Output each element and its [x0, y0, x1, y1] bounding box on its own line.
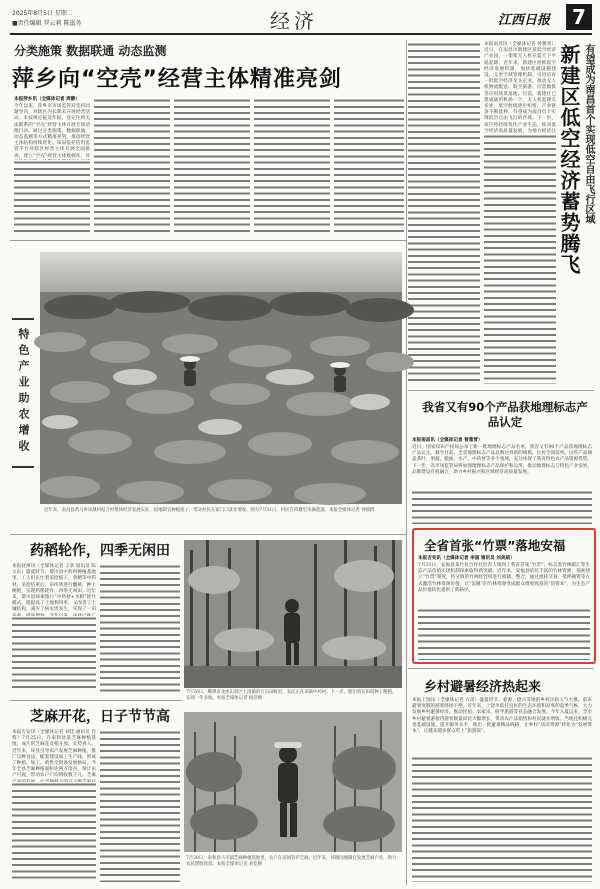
article-herb-text-col-1: [12, 616, 96, 692]
article-main-text-col-4: [254, 98, 330, 236]
article-herb-text-col-2: [100, 564, 180, 692]
article-summer-headline: 乡村避暑经济热起来: [424, 680, 542, 695]
feature-column-label-text: 特色产业助农增收: [17, 328, 30, 456]
herb-field-photo: [184, 540, 402, 688]
article-main-kicker: 分类施策 数据联通 动态监测: [14, 44, 167, 58]
article-ticket-headline: 全省首张“竹票”落地安福: [424, 538, 566, 553]
side-article-text-col-1: [408, 92, 480, 384]
side-article-headline: 新建区低空经济蓄势腾飞: [557, 44, 581, 275]
article-main-text-col-2: [94, 98, 170, 236]
divider-horizontal-2: [10, 534, 406, 535]
article-ticket-body: 7月31日，安福县某竹业合作社负责人领到了我省首张“竹票”，标志着竹林碳汇等生态产品价值实现机制探索取得新突破。近年来，安福县依托丰富的竹林资源，探索建立“竹票”制度，将分散的竹林经营权进行收储、整合，通过流转交易、抵押融资等方式激活竹林资源价值，让“沉睡”的竹林资源变成群众增收致富的“活资本”，为生态产品价值转化提供了新路径。: [418, 563, 590, 593]
masthead: [0, 0, 600, 36]
sesame-photo-graphic: [184, 712, 402, 852]
divider-vertical-1: [406, 40, 407, 885]
side-article-text-col-2: [484, 134, 556, 384]
article-ticket-highlight-box: [412, 528, 596, 664]
article-main-text-col-1: [14, 160, 90, 236]
article-geo-body: 近日，国家知识产权局公布了新一批地理标志产品名单，我省又有90个产品获地理标志产品认定。截至目前，全省地理标志产品总数达到新的规模，位居全国前列。这些产品涵盖茶叶、果蔬、粮油、水产、中药材等多个领域，充分体现了我省特色农产品资源优势。下一步，省市场监管局将加强地理标志产品保护和运用，推动地理标志与特色产业发展、品牌建设有机融合，助力乡村振兴和区域经济高质量发展。: [412, 445, 592, 475]
article-herb-headline: 药稻轮作，四季无闲田: [30, 543, 170, 559]
sesame-field-photo: [184, 712, 402, 852]
article-main-byline: 本报萍乡讯（全媒体记者 周静）: [14, 97, 80, 102]
article-geo-text-extra: [412, 490, 592, 524]
article-summer-body: 本报上饶讯（全媒体记者 方清）盛夏时节，婺源、德兴等地的乡村民宿人气火爆，前来避暑度假的游客络绎不绝。近年来，上饶市依托良好的生态环境和凉爽的夏季气候，大力发展乡村避暑经济，推动民宿、农家乐、研学旅游等业态融合发展。今年入夏以来，全市乡村避暑游接待游客数量同比大幅增长，带动农产品销售和村民就业增收。当地还积极完善基础设施、提升服务水平，推出一批避暑精品线路，让乡村“清凉资源”转化为“发展资本”，让越来越多群众吃上“旅游饭”。: [412, 698, 592, 735]
article-sesame-headline: 芝麻开花，日子节节高: [30, 709, 170, 725]
article-sesame-text-col-2: [100, 730, 180, 882]
masthead-rule: [10, 33, 592, 35]
lotus-photo-caption: 近年来，南昌县黄马乡凤凰村结合村集体经济发展实际，因地制宜种植莲子，带动村民在家门口就业增收。图为7月31日，村民在荷塘里采摘莲蓬。本报全媒体记者 钟瑞摄: [44, 508, 375, 513]
lotus-photo-graphic: [40, 252, 402, 504]
divider-horizontal-3: [10, 700, 182, 701]
article-geo-headline-text: 我省又有90个产品获地理标志产品认定: [422, 400, 588, 429]
article-summer-text-extra: [412, 756, 592, 882]
side-article-kicker: 有望成为南昌首个实现低空自由飞行区域: [583, 44, 594, 224]
divider-horizontal-5: [408, 668, 594, 669]
sesame-photo-caption: 7月30日，泰和县马市镇芝麻种植基地里，农户在田间管护芝麻。近年来，该镇因地制宜发展芝麻产业，助力农民增收致富。本报全媒体记者 刘佳摄: [186, 856, 397, 867]
article-main-text-col-3: [174, 98, 250, 236]
page-editor: ■责任编辑 罗云莉 陈滋务: [12, 20, 82, 27]
side-article-text-col-0: [408, 42, 480, 90]
article-herb-body: 本报抚州讯（全媒体记者 王景 通讯员 陈文东）盛夏时节，黎川县中药材种植基地里，工人们正忙着采挖栀子、黄精等中药材。采挖结束后，田块将进行翻耕，种上晚稻，实现药稻轮作、四季无闲田。近年来，黎川县探索推行“中药材+水稻”轮作模式，既提高了土地利用率，又改善了土壤结构，减少了病虫害发生，实现了一田: [12, 564, 96, 613]
feature-column-label: [12, 318, 34, 468]
section-title: 经济: [270, 9, 318, 33]
article-main-text-col-5: [334, 98, 404, 236]
article-sesame-body: 本报吉安讯（全媒体记者 刘佳 通讯员 肖辉）7月25日，在泰和县某芝麻种植基地，成片的芝麻花竞相开放，长势喜人。近年来，该县引导农户发展芝麻种植，推广良种良法，配套建设加工生产线，形成了种植、加工、销售全链条发展格局。今年全县芝麻种植面积达两万余亩，预计亩产可观，带动农户户均增收数千元。芝麻: [12, 730, 96, 779]
article-ticket-byline: 本报吉安讯（全媒体记者 李国 通讯员 刘美娟）: [418, 556, 515, 561]
article-main-headline: 萍乡向“空壳”经营主体精准亮剑: [12, 67, 342, 92]
issue-date: 2025年8月5日 星期二: [12, 10, 73, 17]
article-geo-headline: [420, 400, 590, 430]
lotus-field-photo: [40, 252, 402, 504]
side-article: [408, 42, 594, 387]
side-article-body: 本报南昌讯（全媒体记者 曾雅青）近日，在南昌市新建区某低空经济产业园，一架架无人机在蓝天下平稳起降。近年来，新建区抢抓低空经济发展机遇，加快基础设施建设，完善空域管理机制，引进培育一批低空经济龙头企业，推动无人机物流配送、航空旅游、应急救援等应用场景落地。目前，新建区已建成通用机场一个、无人机起降点多处，低空航线逐步织密，产业链条不断延伸，有望成为南昌首个实现低空自由飞行的区域。下一步，该区将持续优化产业生态，推动低空经济高质量发展，为地方经济注: [484, 42, 556, 134]
page-number: 7: [566, 4, 592, 30]
article-main-body: 今年以来，萍乡市市场监管局坚持问题导向，对辖区内长期未开展经营活动、未按规定报送年报、登记住所无法联系的“空壳”经营主体开展专项清理行动，通过分类施策、数据联通、动态监测等方式精准亮剑，推动经营主体结构持续优化。该局依托信用监管平台对辖区经营主体开展全面排查，建立“空壳”经营主体数据库，对: [14, 104, 90, 159]
divider-horizontal-4: [408, 390, 594, 391]
herb-photo-graphic: [184, 540, 402, 688]
article-geo-byline: 本报南昌讯（全媒体记者 曾雅青）: [412, 438, 483, 443]
article-main: [10, 42, 406, 238]
article-ticket-text-extra: [418, 608, 590, 660]
herb-photo-caption: 7月26日，鹰潭市龙虎山景区上清镇的万亩田畴里，农民正在采摘中药材。下一步，他们将在田间种上晚稻，实现一年多收。本报全媒体记者 杨洋摄: [186, 690, 397, 701]
article-sesame-text-col-1: [12, 782, 96, 882]
divider-horizontal-1: [10, 240, 406, 241]
newspaper-logo: 江西日报: [498, 13, 551, 28]
